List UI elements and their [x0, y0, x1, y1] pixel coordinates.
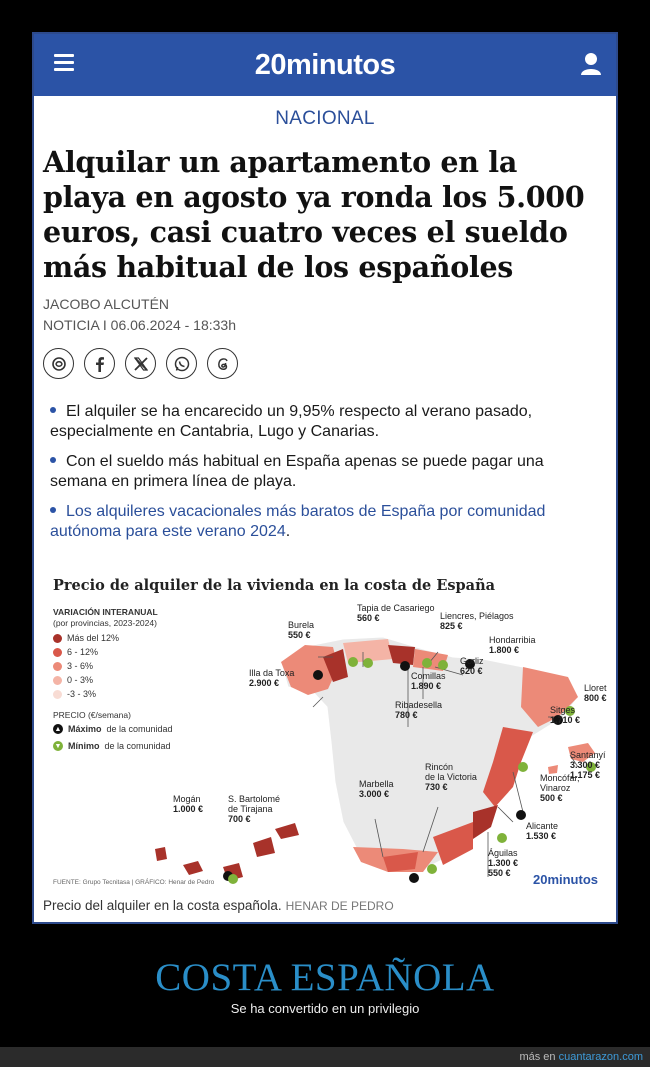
max-triangle-icon: ▲	[54, 725, 62, 733]
label-ribadesella: Ribadesella 780 €	[395, 700, 443, 720]
summary-bullet: Con el sueldo más habitual en España apenas se puede pagar una semana en primera línea de playa.	[50, 453, 544, 490]
label-alicante: Alicante 1.530 €	[526, 821, 559, 841]
bluesky-share-icon[interactable]	[43, 348, 74, 379]
label-marbella: Marbella 3.000 €	[359, 779, 394, 799]
rental-price-infographic[interactable]	[43, 567, 608, 892]
post-title: COSTA ESPAÑOLA	[155, 956, 495, 999]
screenshot-frame	[32, 32, 618, 924]
summary-bullet-link: Los alquileres vacacionales más baratos de España por comunidad autónoma para este verano 2024.	[50, 503, 546, 540]
top-navigation-bar	[34, 34, 616, 96]
legend-max-marker: ▲ Máximo de la comunidad	[54, 724, 173, 734]
legend-heading: VARIACIÓN INTERANUAL	[53, 607, 158, 617]
site-logo[interactable]: 20minutos	[254, 49, 396, 81]
legend-min-marker: ▼ Mínimo de la comunidad	[54, 741, 171, 751]
legend-item: 6 - 12%	[53, 647, 98, 657]
x-share-icon[interactable]	[125, 348, 156, 379]
infographic-brand: 20minutos	[532, 872, 598, 887]
article-author[interactable]: JACOBO ALCUTÉN	[43, 296, 170, 312]
article-meta: NOTICIA I 06.06.2024 - 18:33h	[43, 317, 237, 333]
section-label[interactable]: NACIONAL	[275, 108, 375, 129]
legend-item: Más del 12%	[53, 633, 119, 643]
label-santanyi: Santanyí 3.300 € 1.175 €	[570, 750, 606, 780]
footer-site-link[interactable]: cuantarazon.com	[558, 1051, 643, 1063]
image-caption: Precio del alquiler en la costa española. HENAR DE PEDRO	[43, 898, 394, 913]
label-tapia: Tapia de Casariego 560 €	[357, 603, 435, 623]
label-sitges: Sitges 1.710 €	[550, 705, 581, 725]
price-legend-heading: PRECIO (€/semana)	[53, 710, 131, 720]
legend-subheading: (por provincias, 2023-2024)	[53, 618, 157, 628]
label-lloret: Lloret 800 €	[584, 683, 607, 703]
label-illa-da-toxa: Illa da Toxa 2.900 €	[249, 668, 295, 688]
article-summary	[46, 402, 601, 552]
label-san-bartolome: S. Bartolomé de Tirajana 700 €	[228, 794, 281, 824]
legend-item: -3 - 3%	[53, 689, 96, 699]
user-icon[interactable]	[580, 52, 602, 76]
bullet-dot-icon	[50, 507, 56, 513]
summary-bullet: El alquiler se ha encarecido un 9,95% respecto al verano pasado, especialmente en Cantabria, Lugo y Canarias.	[50, 403, 533, 440]
legend-item: 0 - 3%	[53, 675, 93, 685]
spain-map	[43, 567, 608, 892]
legend-item: 3 - 6%	[53, 661, 93, 671]
label-hondarribia: Hondarribia 1.800 €	[489, 635, 536, 655]
min-triangle-icon: ▼	[54, 742, 62, 750]
image-credit: HENAR DE PEDRO	[285, 899, 394, 913]
label-rincon: Rincón de la Victoria 730 €	[425, 762, 477, 792]
label-gorliz: Gorliz 620 €	[460, 656, 484, 676]
share-bar	[43, 348, 238, 379]
label-liencres: Liencres, Piélagos 825 €	[440, 611, 514, 631]
post-subtitle: Se ha convertido en un privilegio	[230, 1001, 420, 1016]
facebook-share-icon[interactable]	[84, 348, 115, 379]
infographic-source: FUENTE: Grupo Tecnitasa | GRÁFICO: Henar de Pedro	[53, 879, 215, 886]
bullet-dot-icon	[50, 457, 56, 463]
label-moncofar: Moncófar, Vinaroz 500 €	[540, 773, 580, 803]
related-article-link[interactable]: Los alquileres vacacionales más baratos de España por comunidad autónoma para este verano 2024	[50, 503, 546, 540]
threads-share-icon[interactable]	[207, 348, 238, 379]
footer-bar: más en cuantarazon.com	[0, 1047, 650, 1067]
label-burela: Burela 550 €	[288, 620, 315, 640]
infographic-title: Precio de alquiler de la vivienda en la costa de España	[53, 577, 496, 594]
whatsapp-share-icon[interactable]	[166, 348, 197, 379]
bullet-dot-icon	[50, 407, 56, 413]
label-comillas: Comillas 1.890 €	[411, 671, 446, 691]
label-aguilas: Águilas 1.300 € 550 €	[488, 848, 519, 878]
label-mogan: Mogán 1.000 €	[173, 794, 204, 814]
article-headline: Alquilar un apartamento en la playa en agosto ya ronda los 5.000 euros, casi cuatro veces el sueldo más habitual de los españoles	[43, 145, 585, 284]
